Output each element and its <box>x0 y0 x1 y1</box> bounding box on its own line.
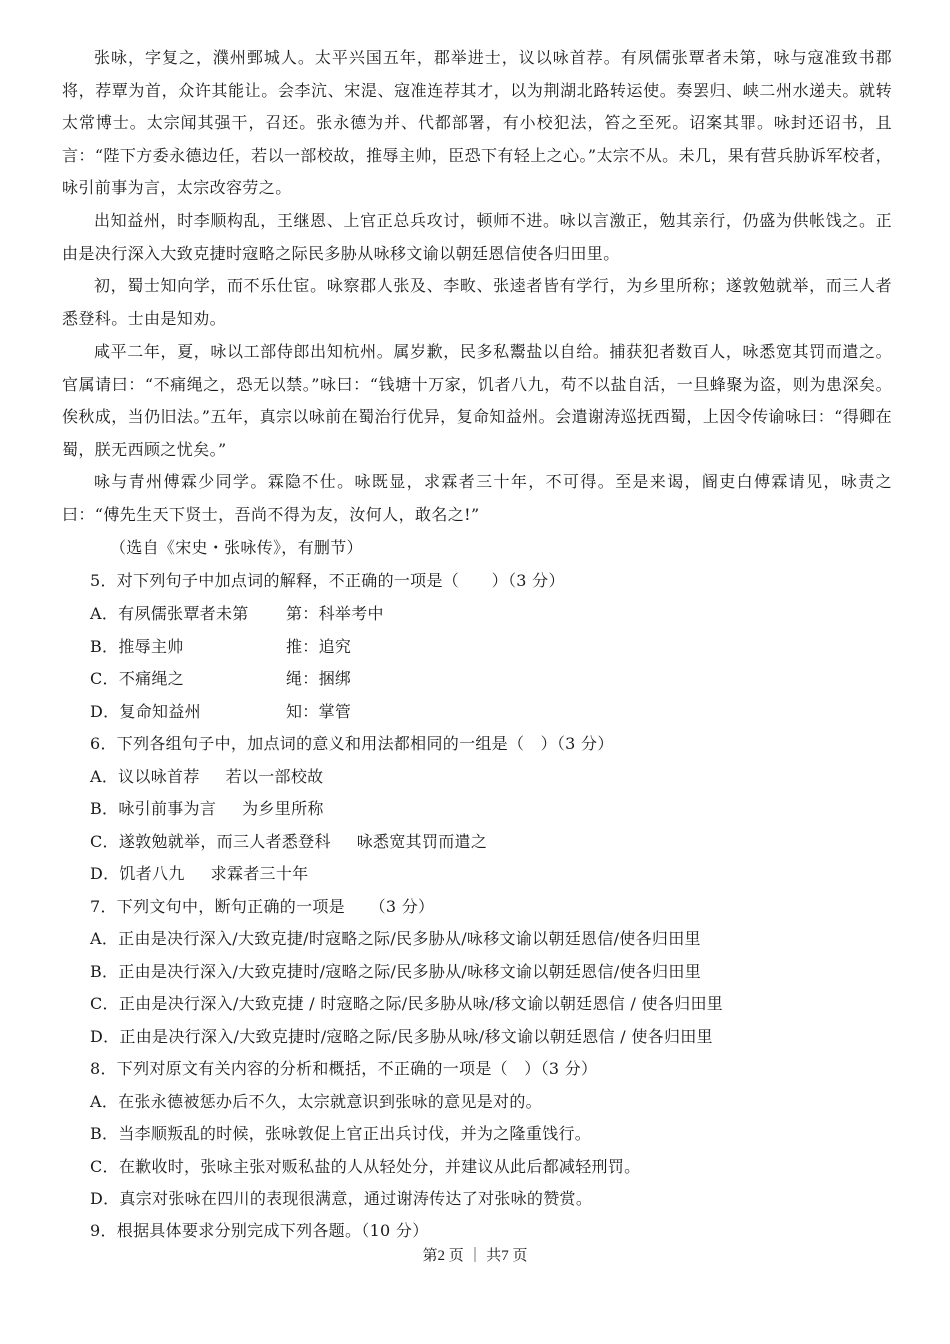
q6-option-b-first: B．咏引前事为言 <box>90 799 217 818</box>
q6-option-a-first: A．议以咏首荐 <box>90 767 200 786</box>
q8-option-d: D．真宗对张咏在四川的表现很满意，通过谢涛传达了对张咏的赞赏。 <box>90 1189 593 1208</box>
q6-option-c-second: 咏悉宽其罚而遣之 <box>356 832 488 851</box>
q5-option-a <box>90 604 590 624</box>
q7-option-c: C．正由是决行深入/大致克捷 / 时寇略之际/民多胁从咏/移文谕以朝廷恩信 / 使各归田里 <box>90 994 724 1013</box>
q6-stem: 6．下列各组句子中，加点词的意义和用法都相同的一组是（ ）（3 分） <box>90 734 614 753</box>
q9-stem: 9．根据具体要求分别完成下列各题。（10 分） <box>90 1221 429 1240</box>
q8-option-c: C．在歉收时，张咏主张对贩私盐的人从轻处分，并建议从此后都减轻刑罚。 <box>90 1157 641 1176</box>
q6-option-d <box>90 864 308 884</box>
q6-option-b <box>90 799 324 819</box>
q6-option-a-second: 若以一部校故 <box>225 767 324 786</box>
q6-option-d-second: 求霖者三十年 <box>210 864 309 883</box>
passage-paragraph-5: 咏与青州傅霖少同学。霖隐不仕。咏既显，求霖者三十年，不可得。至是来谒，阍吏白傅霖请见，咏责之曰：“傅先生天下贤士，吾尚不得为友，汝何人，敢名之!” <box>62 472 892 524</box>
q7-option-b: B．正由是决行深入/大致克捷时/寇略之际/民多胁从/咏移文谕以朝廷恩信/使各归田里 <box>90 962 702 981</box>
q5-option-b-gloss: 推：追究 <box>286 637 352 656</box>
q6-option-d-first: D．饥者八九 <box>90 864 185 883</box>
q8-option-a: A．在张永德被惩办后不久，太宗就意识到张咏的意见是对的。 <box>90 1092 542 1111</box>
source-citation: （选自《宋史・张咏传》，有删节） <box>110 538 363 557</box>
q6-option-a <box>90 767 323 787</box>
q5-option-b <box>90 637 590 657</box>
q7-option-a: A．正由是决行深入/大致克捷/时寇略之际/民多胁从/咏移文谕以朝廷恩信/使各归田里 <box>90 929 701 948</box>
passage-paragraph-4: 咸平二年，夏，咏以工部侍郎出知杭州。属岁歉，民多私鬻盐以自给。捕获犯者数百人，咏悉宽其罚而遣之。官属请曰：“不痛绳之，恐无以禁。”咏曰：“钱塘十万家，饥者八九，苟不以盐自活，一旦蜂聚为盗，则为患深矣。俟秋成，当仍旧法。”五年，真宗以咏前在蜀治行优异，复命知益州。会遣谢涛巡抚西蜀，上因令传谕咏曰：“得卿在蜀，朕无西顾之忧矣。” <box>62 342 892 459</box>
q7-option-d: D．正由是决行深入/大致克捷时/寇略之际/民多胁从咏/移文谕以朝廷恩信 / 使各归田里 <box>90 1027 713 1046</box>
q5-option-c-gloss: 绳：捆绑 <box>286 669 352 688</box>
q5-option-a-sentence: A．有夙儒张覃者未第 <box>90 604 249 623</box>
q5-option-d <box>90 702 590 722</box>
passage-paragraph-3: 初，蜀士知向学，而不乐仕宦。咏察郡人张及、李畋、张逵者皆有学行，为乡里所称；遂敦勉就举，而三人者悉登科。士由是知劝。 <box>62 276 892 328</box>
passage-paragraph-1: 张咏，字复之，濮州鄄城人。太平兴国五年，郡举进士，议以咏首荐。有夙儒张覃者未第，咏与寇准致书郡将，荐覃为首，众许其能让。会李沆、宋湜、寇准连荐其才，以为荆湖北路转运使。奏罢归、峡二州水递夫。就转太常博士。太宗闻其强干，召还。张永德为并、代都部署，有小校犯法，笞之至死。诏案其罪。咏封还诏书，且言：“陛下方委永德边任，若以一部校故，推辱主帅，臣恐下有轻上之心。”太宗不从。未几，果有营兵胁诉军校者，咏引前事为言，太宗改容劳之。 <box>62 48 892 198</box>
q5-stem: 5．对下列句子中加点词的解释，不正确的一项是（ ）（3 分） <box>90 571 565 590</box>
q8-option-b: B．当李顺叛乱的时候，张咏敦促上官正出兵讨伐，并为之隆重饯行。 <box>90 1124 592 1143</box>
page-footer: 第2 页 ｜ 共7 页 <box>422 1248 528 1264</box>
q5-option-d-gloss: 知：掌管 <box>286 702 352 721</box>
q6-option-b-second: 为乡里所称 <box>242 799 324 818</box>
q6-option-c <box>90 832 487 852</box>
q5-option-a-gloss: 第：科举考中 <box>286 604 384 623</box>
q5-option-b-sentence: B．推辱主帅 <box>90 637 184 656</box>
q6-option-c-first: C．遂敦勉就举，而三人者悉登科 <box>90 832 331 851</box>
q5-option-c-sentence: C．不痛绳之 <box>90 669 185 688</box>
q5-option-d-sentence: D．复命知益州 <box>90 702 201 721</box>
q8-stem: 8．下列对原文有关内容的分析和概括，不正确的一项是（ ）（3 分） <box>90 1059 598 1078</box>
passage-paragraph-2: 出知益州，时李顺构乱，王继恩、上官正总兵攻讨，顿师不进。咏以言激正，勉其亲行，仍盛为供帐饯之。正由是决行深入大致克捷时寇略之际民多胁从咏移文谕以朝廷恩信使各归田里。 <box>62 211 892 263</box>
q5-option-c <box>90 669 590 689</box>
q7-stem: 7．下列文句中，断句正确的一项是 （3 分） <box>90 897 435 916</box>
